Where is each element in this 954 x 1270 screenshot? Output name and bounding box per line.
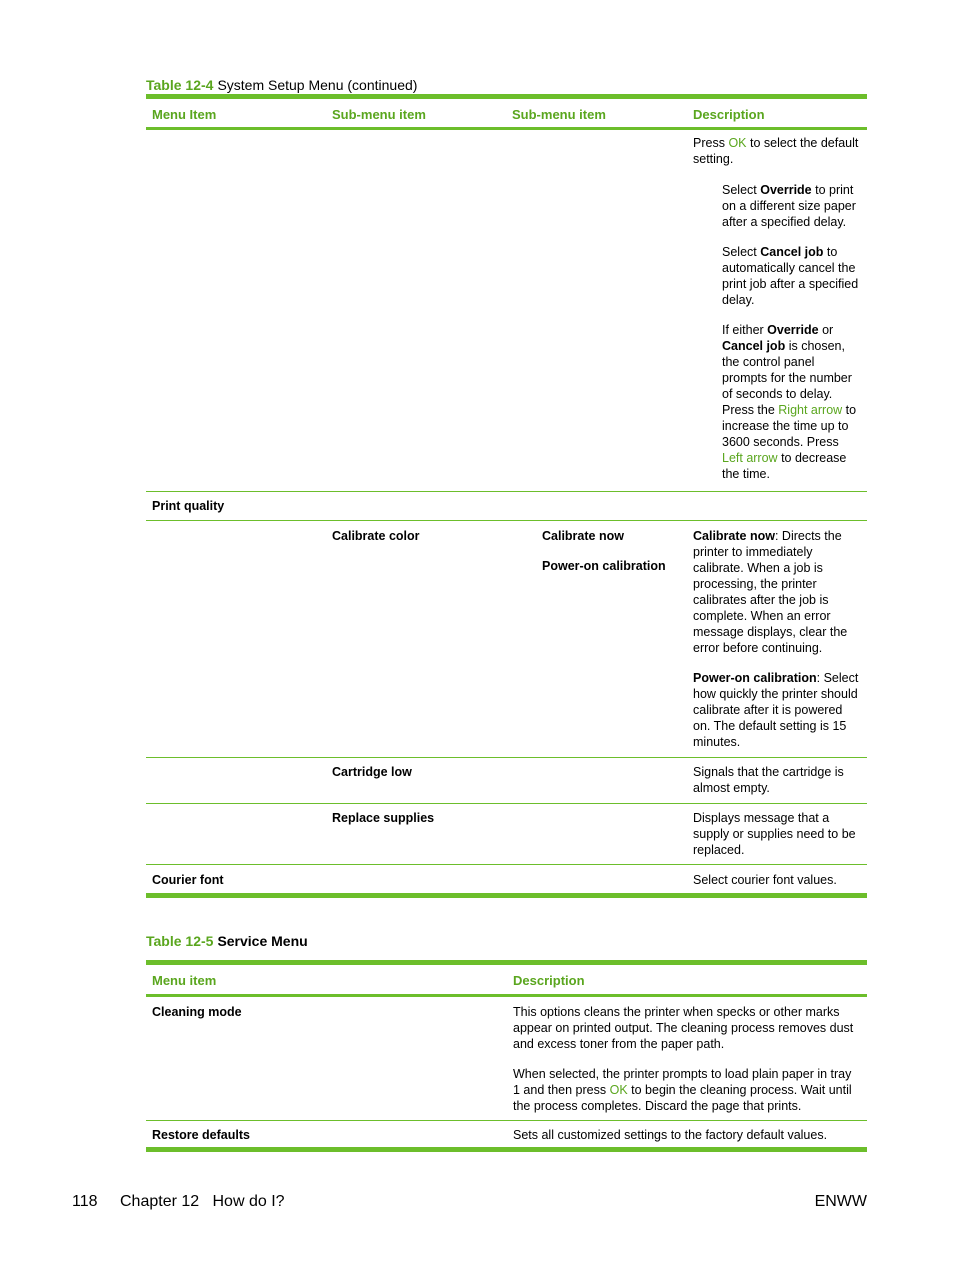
table-row xyxy=(146,865,867,893)
ok-key-link: OK xyxy=(609,1083,628,1097)
header-menu-item: Menu Item xyxy=(152,107,217,122)
cleaning-mode-description: This options cleans the printer when specks or other marks appear on printed output. The cleaning process removes dust and excess toner from the paper path. When selected, the printer prompts to load plain paper in tray 1 and then press OK to begin the cleaning process. Wait until the process completes. Discard the page that prints. xyxy=(513,1005,854,1113)
page-number: 118 xyxy=(72,1193,98,1210)
power-on-calibration-label: Power-on calibration xyxy=(542,559,666,573)
header-submenu-item-2: Sub-menu item xyxy=(512,107,606,122)
table-12-5-caption xyxy=(146,933,308,949)
table-row xyxy=(146,130,867,491)
replace-supplies-label: Replace supplies xyxy=(332,811,435,825)
cleaning-mode-label: Cleaning mode xyxy=(152,1005,242,1019)
header-description: Description xyxy=(513,973,585,988)
table-bottom-rule xyxy=(146,893,867,898)
chapter-title: Chapter 12 How do I? xyxy=(120,1193,285,1210)
table-number: Table 12-5 xyxy=(146,933,214,949)
courier-font-description: Select courier font values. xyxy=(693,873,837,887)
table-row xyxy=(146,1121,867,1147)
table-row xyxy=(146,492,867,520)
table-header-row xyxy=(146,99,867,127)
restore-defaults-label: Restore defaults xyxy=(152,1128,250,1142)
table-bottom-rule xyxy=(146,1147,867,1152)
header-submenu-item-1: Sub-menu item xyxy=(332,107,426,122)
header-menu-item: Menu item xyxy=(152,973,217,988)
header-description: Description xyxy=(693,107,765,122)
table-header-row xyxy=(146,965,867,994)
footer-enww: ENWW xyxy=(814,1193,867,1210)
print-quality-label: Print quality xyxy=(152,499,225,513)
calibrate-now-label: Calibrate now xyxy=(542,529,624,543)
table-number: Table 12-4 xyxy=(146,77,214,93)
table-row xyxy=(146,804,867,864)
description-cell: Press OK to select the default setting. xyxy=(693,136,859,166)
ok-key-link: OK xyxy=(728,136,747,150)
right-arrow-key-link: Right arrow xyxy=(778,403,843,417)
table-title: System Setup Menu (continued) xyxy=(217,77,418,93)
system-setup-table xyxy=(146,94,867,898)
service-menu-table xyxy=(146,960,867,1152)
calibrate-color-label: Calibrate color xyxy=(332,529,420,543)
table-row xyxy=(146,997,867,1120)
replace-supplies-description: Displays message that a supply or supplies need to be replaced. xyxy=(693,811,856,857)
cartridge-low-label: Cartridge low xyxy=(332,765,412,779)
override-description: Select Override to print on a different size paper after a specified delay. Select Cancel job to automatically cancel the print job after a specified delay. If either Override or Cancel job is chosen, the control panel prompts for the number of seconds to delay. Press the Right arrow to increase the time up to 3600 seconds. Press Left arrow to decrease the time. xyxy=(722,183,859,481)
calibrate-color-description: Calibrate now: Directs the printer to immediately calibrate. When a job is processing, the printer calibrates after the job is complete. When an error message displays, clear the error before continuing. Power-on calibration: Select how quickly the printer should calibrate after it is powered on. The default setting is 15 minutes. xyxy=(693,529,859,749)
left-arrow-key-link: Left arrow xyxy=(722,451,778,465)
table-row xyxy=(146,758,867,803)
table-12-4-caption xyxy=(146,77,417,93)
restore-defaults-description: Sets all customized settings to the factory default values. xyxy=(513,1128,828,1142)
table-title: Service Menu xyxy=(217,933,308,949)
courier-font-label: Courier font xyxy=(152,873,224,887)
table-row xyxy=(146,521,867,757)
cartridge-low-description: Signals that the cartridge is almost empty. xyxy=(693,765,844,795)
